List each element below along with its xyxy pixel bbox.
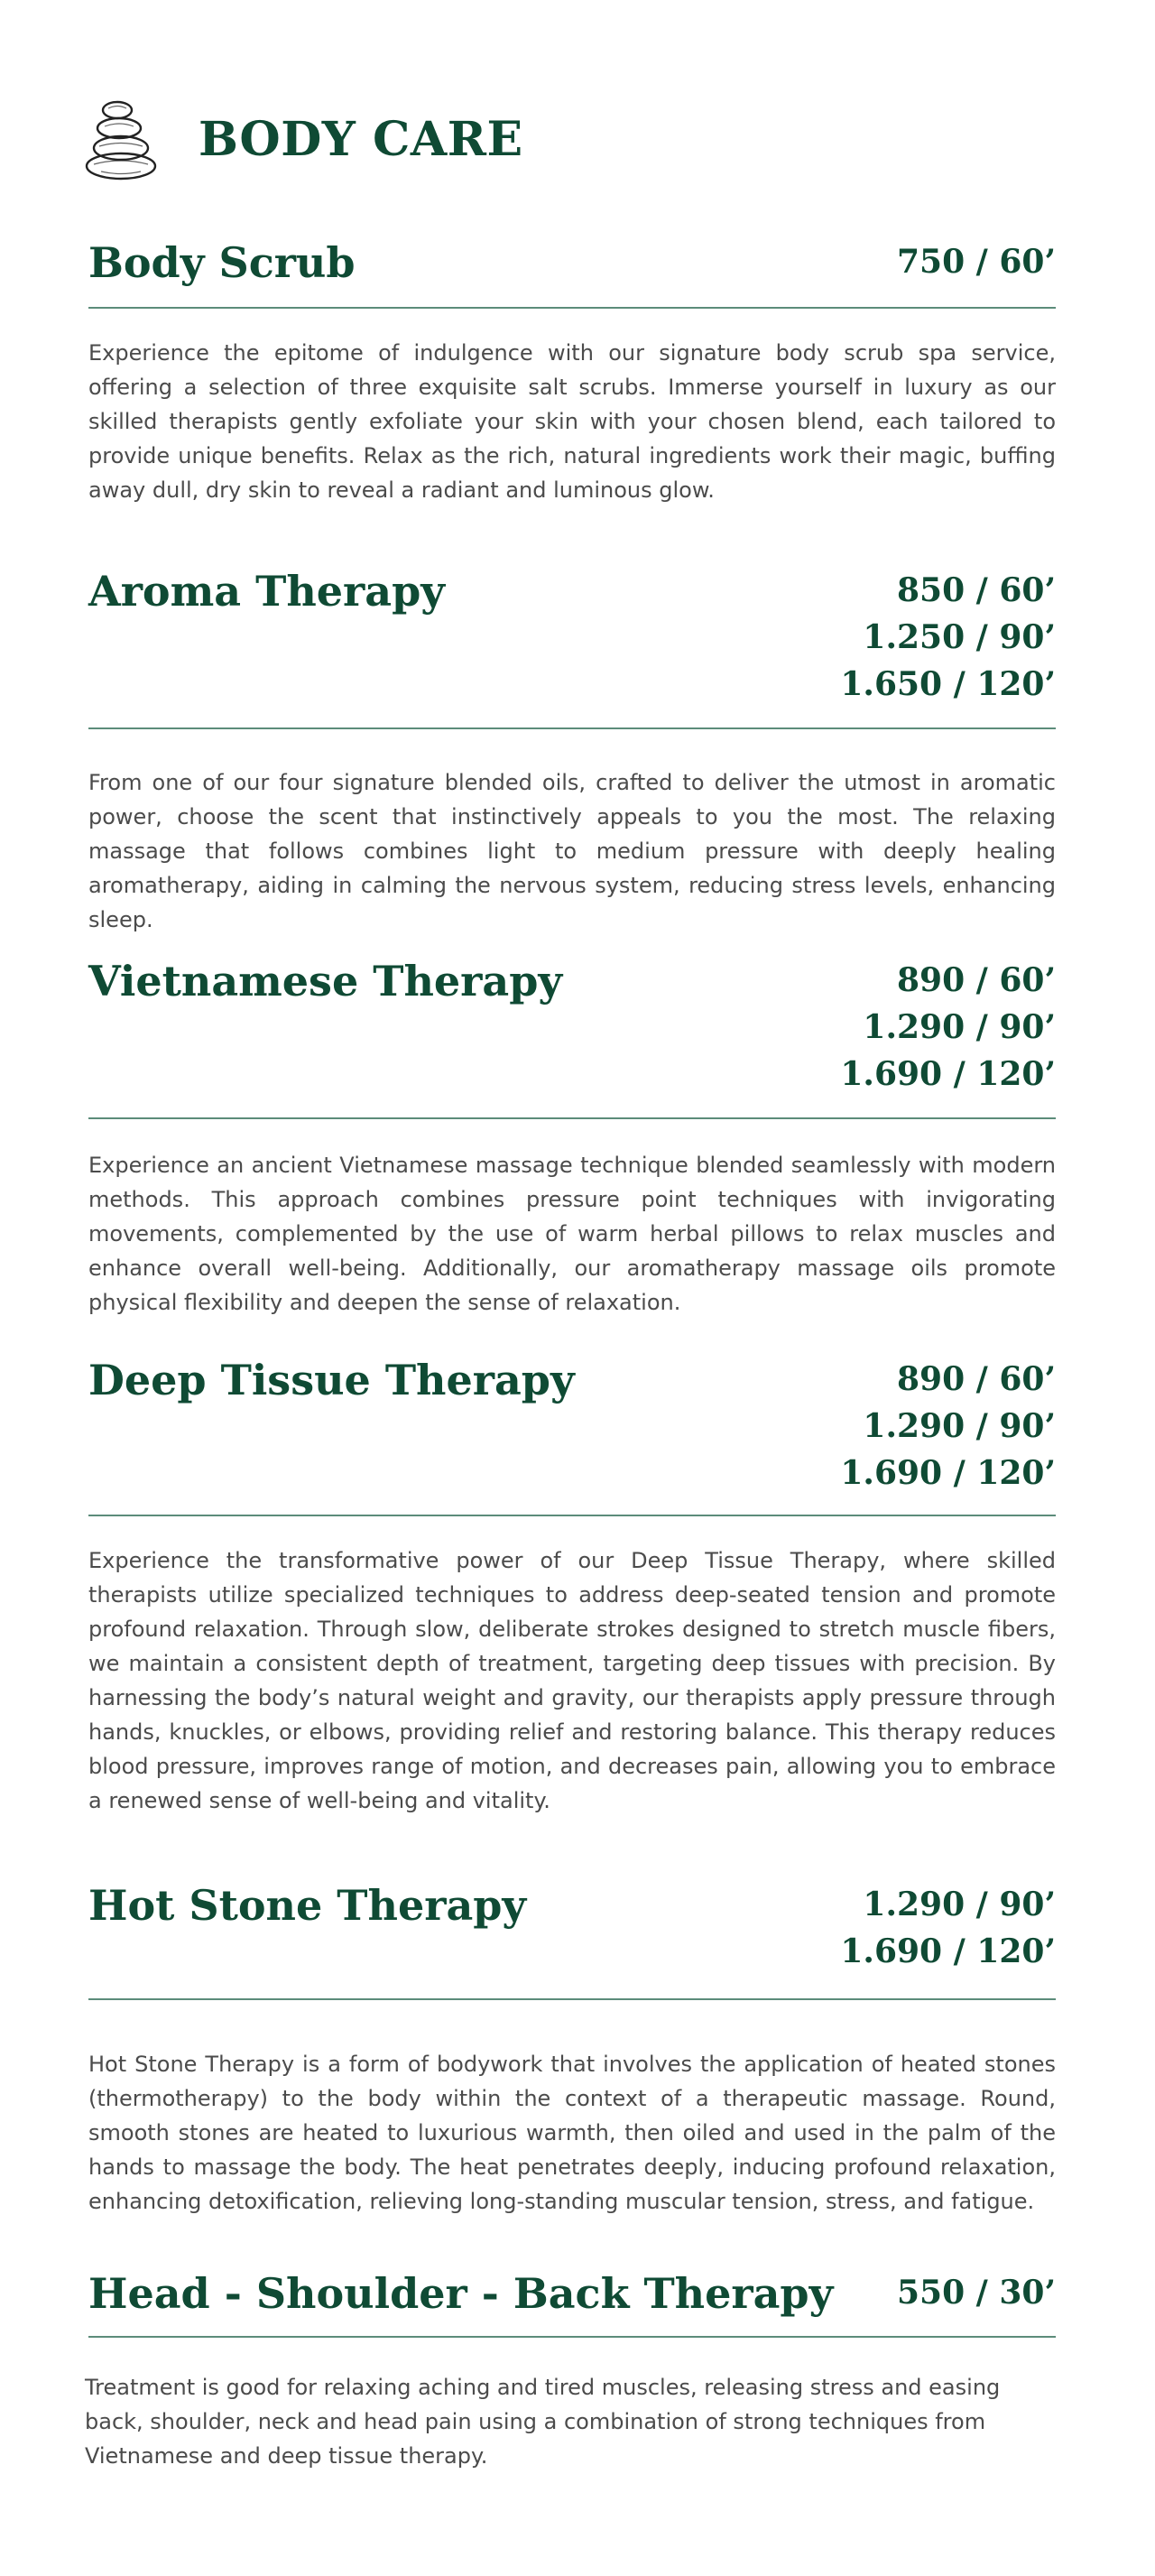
service-description: Experience the transformative power of our Deep Tissue Therapy, where skilled therapists utilize specialized techniques to address deep-seated tension and promote profound relaxation. Through slow, deliberate strokes designed to stretch muscle fibers, we maintain a consistent depth of treatment, targeting deep tissues with precision. By harnessing the body’s natural weight and gravity, our therapists apply pressure through hands, knuckles, or elbows, providing relief and restoring balance. This therapy reduces blood pressure, improves range of motion, and decreases pain, allowing you to embrace a renewed sense of well-being and vitality. — [88, 1548, 1056, 1813]
service-description: Treatment is good for relaxing aching and tired muscles, releasing stress and easing back, shoulder, neck and head pain using a combination of strong techniques from Vietnamese and deep tissue therapy. — [85, 2375, 1001, 2469]
service-body-scrub — [88, 238, 1056, 503]
service-title: Deep Tissue Therapy — [88, 1356, 575, 1404]
service-aroma-therapy — [88, 567, 1056, 932]
divider — [88, 1117, 1056, 1119]
service-prices — [897, 2269, 1056, 2316]
service-hot-stone-therapy — [88, 1881, 1056, 2214]
divider — [88, 1998, 1056, 2000]
service-price: 1.690 / 120’ — [840, 1932, 1056, 1970]
service-title: Vietnamese Therapy — [88, 957, 563, 1005]
service-description: Hot Stone Therapy is a form of bodywork that involves the application of heated stones (thermotherapy) to the body within the context of a therapeutic massage. Round, smooth stones are heated to luxurious warmth, then oiled and used in the palm of the hands to massage the body. The heat penetrates deeply, inducing profound relaxation, enhancing detoxification, relieving long-standing muscular tension, stress, and fatigue. — [88, 2052, 1056, 2214]
service-vietnamese-therapy — [88, 957, 1056, 1315]
service-price: 1.690 / 120’ — [840, 1055, 1056, 1093]
page-title: BODY CARE — [199, 111, 523, 167]
service-price: 750 / 60’ — [897, 243, 1056, 281]
service-prices — [897, 238, 1056, 285]
section-header — [83, 94, 523, 184]
service-prices — [840, 957, 1056, 1098]
service-price: 550 / 30’ — [897, 2274, 1056, 2312]
service-price: 1.290 / 90’ — [863, 1008, 1056, 1046]
service-price: 1.690 / 120’ — [840, 1454, 1056, 1492]
service-title: Hot Stone Therapy — [88, 1881, 527, 1930]
service-prices — [840, 1881, 1056, 1975]
service-title: Body Scrub — [88, 238, 356, 287]
stacked-stones-icon — [83, 97, 159, 181]
service-description: Experience an ancient Vietnamese massage technique blended seamlessly with modern methods. This approach combines pressure point techniques with invigorating movements, complemented by the use of warm herbal pillows to relax muscles and enhance overall well-being. Additionally, our aromatherapy massage oils promote physical flexibility and deepen the sense of relaxation. — [88, 1153, 1056, 1315]
service-price: 1.650 / 120’ — [840, 665, 1056, 703]
service-price: 890 / 60’ — [897, 961, 1056, 999]
service-head-shoulder-back-therapy — [85, 2269, 1056, 2469]
service-price: 1.290 / 90’ — [863, 1407, 1056, 1445]
service-price: 890 / 60’ — [897, 1360, 1056, 1398]
service-title: Head - Shoulder - Back Therapy — [88, 2269, 834, 2318]
service-price: 1.250 / 90’ — [863, 618, 1056, 656]
service-price: 850 / 60’ — [897, 571, 1056, 609]
divider — [88, 2336, 1056, 2338]
divider — [88, 727, 1056, 729]
service-prices — [840, 1356, 1056, 1496]
service-price: 1.290 / 90’ — [863, 1886, 1056, 1923]
divider — [88, 1515, 1056, 1516]
service-deep-tissue-therapy — [88, 1356, 1056, 1813]
service-description: Experience the epitome of indulgence with our signature body scrub spa service, offering a selection of three exquisite salt scrubs. Immerse yourself in luxury as our skilled therapists gently exfoliate your skin with your chosen blend, each tailored to provide unique benefits. Relax as the rich, natural ingredients work their magic, buffing away dull, dry skin to reveal a radiant and luminous glow. — [88, 340, 1056, 503]
divider — [88, 307, 1056, 309]
service-prices — [840, 567, 1056, 708]
service-description: From one of our four signature blended oils, crafted to deliver the utmost in aromatic power, choose the scent that instinctively appeals to you the most. The relaxing massage that follows combines light to medium pressure with deeply healing aromatherapy, aiding in calming the nervous system, reducing stress levels, enhancing sleep. — [88, 770, 1056, 932]
service-title: Aroma Therapy — [88, 567, 445, 616]
